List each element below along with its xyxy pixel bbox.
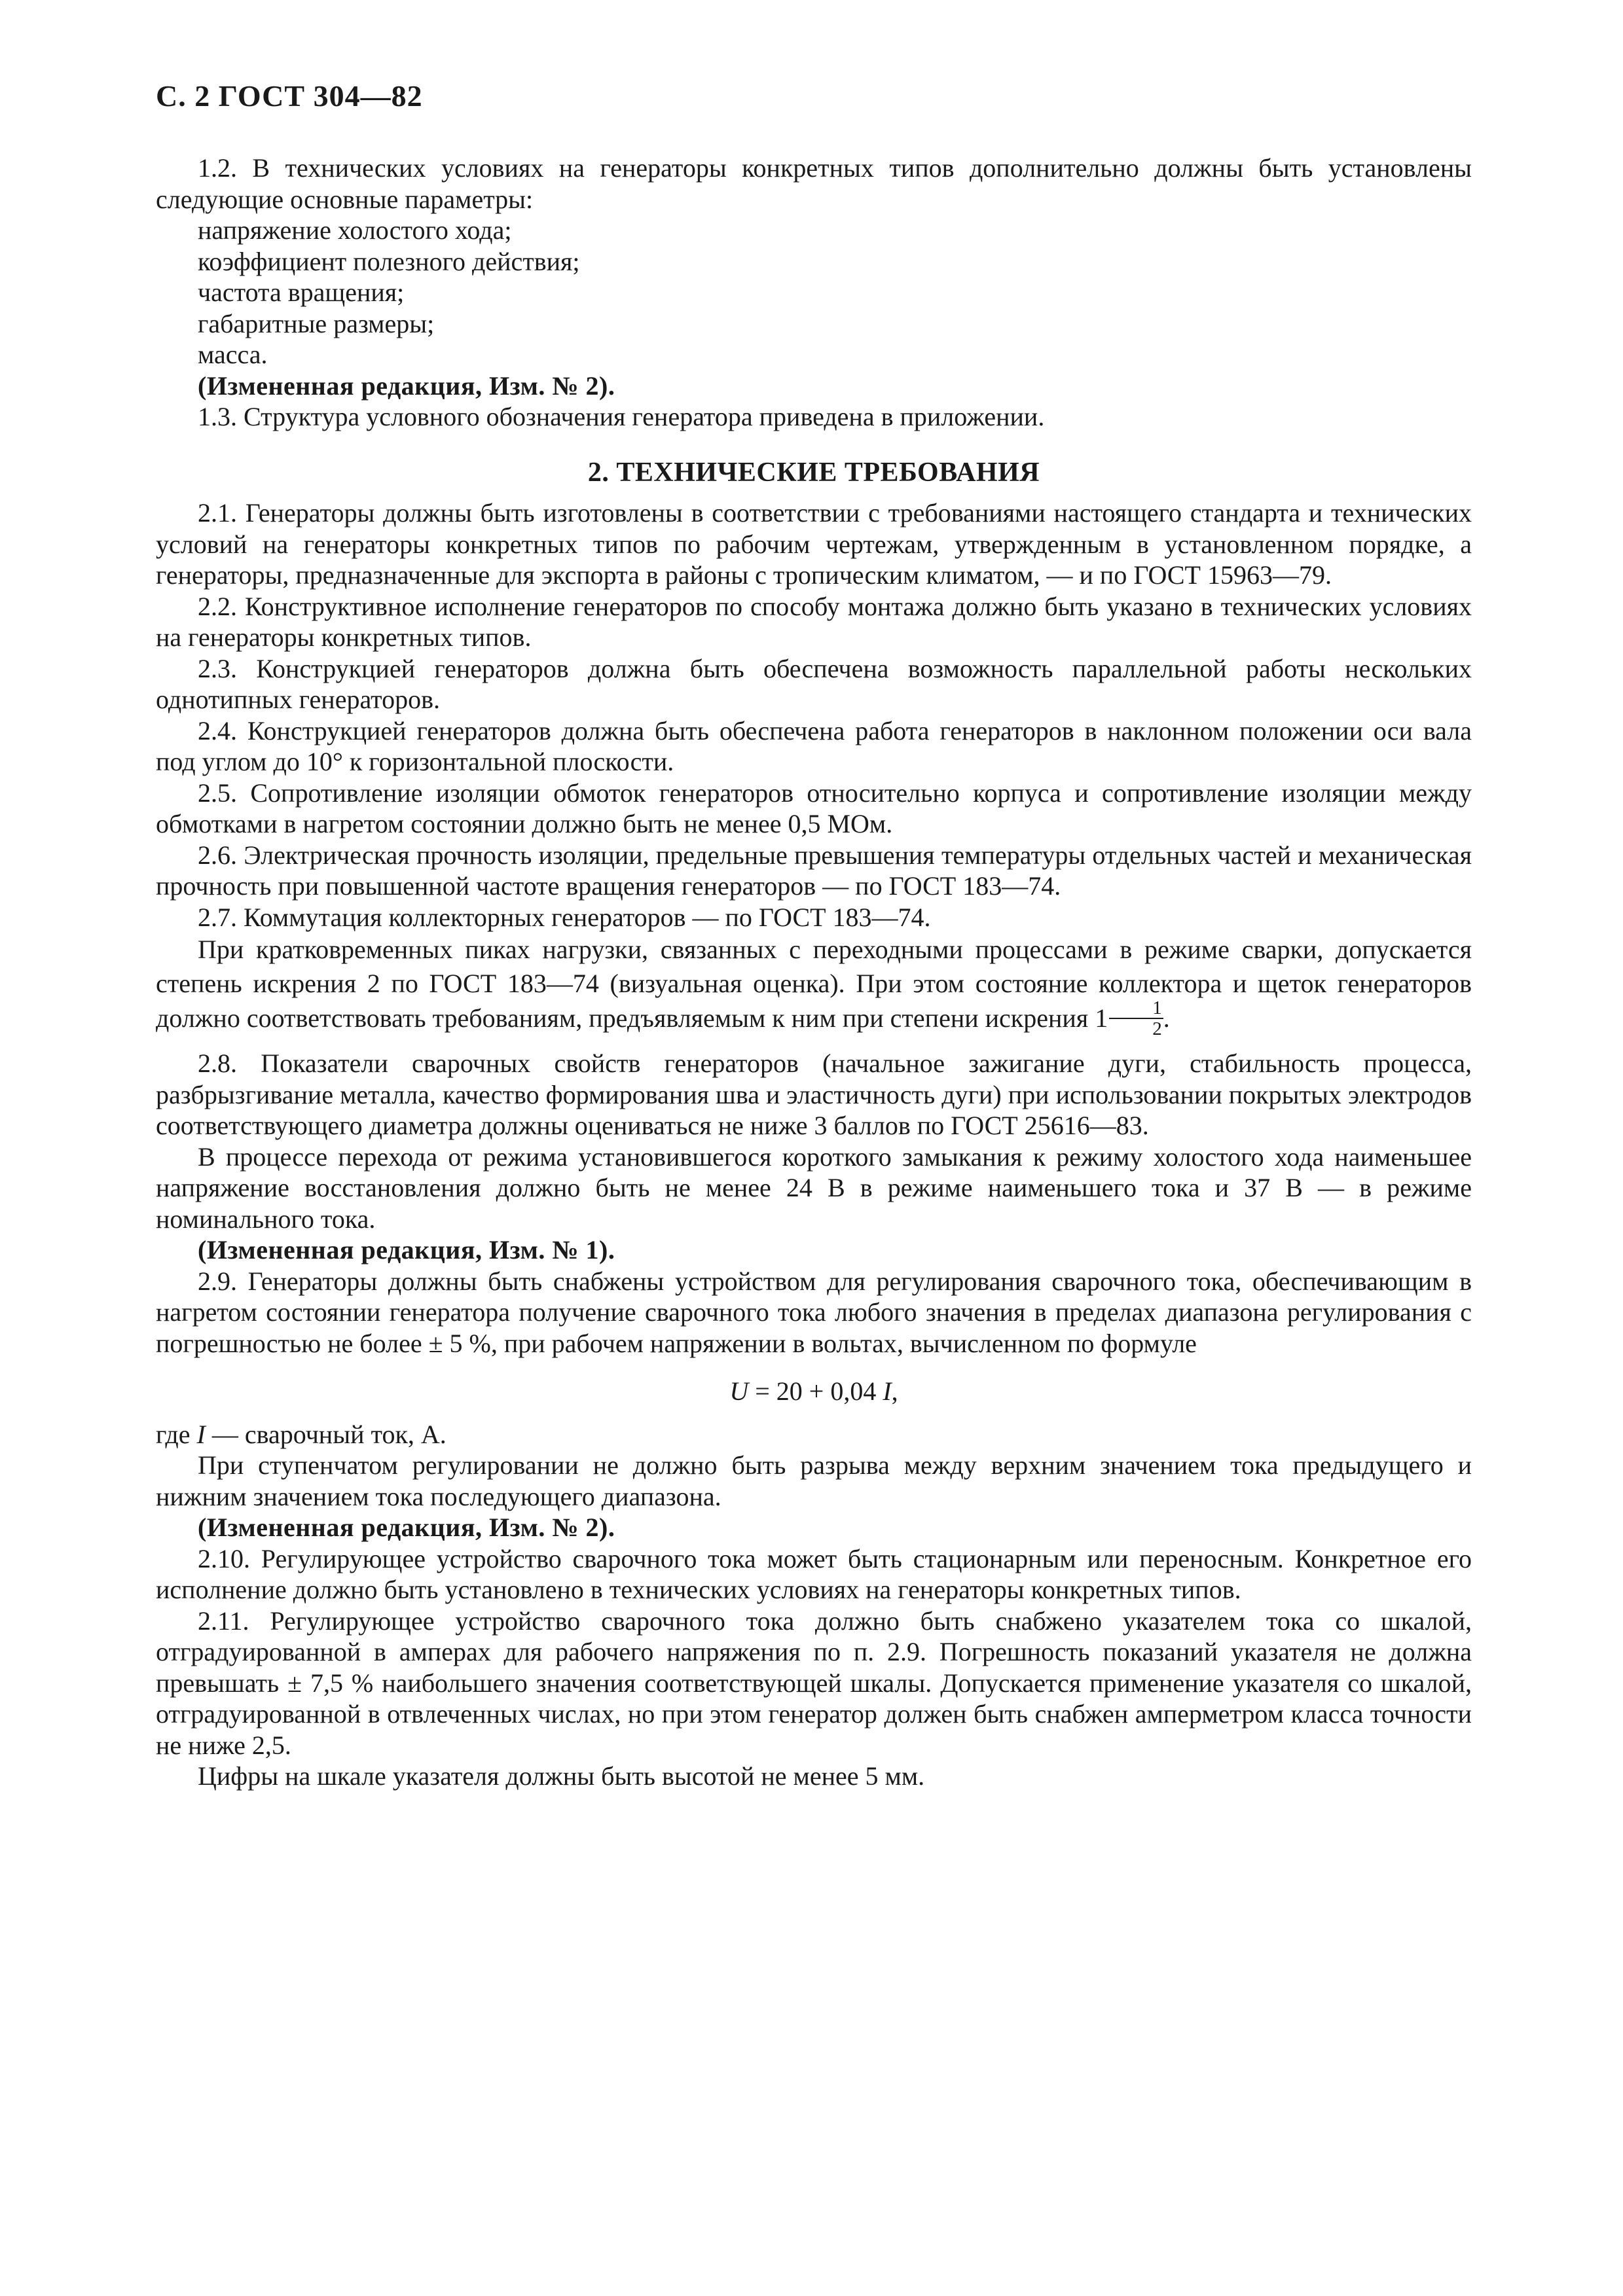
formula-u: U (729, 1376, 749, 1406)
paragraph-2-7: 2.7. Коммутация коллекторных генераторов — по ГОСТ 183—74. (198, 902, 931, 932)
fraction-denominator: 2 (1152, 1018, 1162, 1039)
paragraph-2-8: 2.8. Показатели сварочных свойств генераторов (начальное зажигание дуги, стабильность процесса, разбрызгивание металла, качество формирования шва и эластичность дуги) при использовании покрытых электродов соответствующего диаметра должны оцениваться не ниже 3 баллов по ГОСТ 25616—83. (156, 1049, 1472, 1140)
paragraph-2-10: 2.10. Регулирующее устройство сварочного тока может быть стационарным или переносным. Конкретное его исполнение должно быть установлено в технических условиях на генераторы конкретных типов. (156, 1543, 1472, 1604)
param-item: коэффициент полезного действия; (198, 246, 580, 276)
formula-middle: = 20 + 0,04 (748, 1376, 883, 1406)
where-text: — сварочный ток, А. (205, 1419, 447, 1449)
paragraph-1-2: 1.2. В технических условиях на генераторы конкретных типов дополнительно должны быть установлены следующие основные параметры: (156, 153, 1472, 214)
paragraph-2-1: 2.1. Генераторы должны быть изготовлены в соответствии с требованиями настоящего стандарта и технических условий на генераторы конкретных типов по рабочим чертежам, утвержденным в установленном порядке, а генераторы, предназначенные для экспорта в районы с тропическим климатом, — и по ГОСТ 15963—79. (156, 498, 1472, 590)
paragraph-1-3: 1.3. Структура условного обозначения генератора приведена в приложении. (198, 402, 1045, 431)
revision-note: (Измененная редакция, Изм. № 2). (198, 370, 615, 401)
document-body (156, 152, 1472, 1792)
fraction-period: . (1163, 1003, 1170, 1033)
paragraph-2-9-note: При ступенчатом регулировании не должно быть разрыва между верхним значением тока предыдущего и нижним значением тока последующего диапазона. (156, 1450, 1472, 1511)
fraction-numerator: 1 (1109, 998, 1163, 1019)
revision-note: (Измененная редакция, Изм. № 1). (198, 1235, 615, 1265)
paragraph-2-11: 2.11. Регулирующее устройство сварочного тока должно быть снабжено указателем тока со шкалой, отградуированной в амперах для рабочего напряжения по п. 2.9. Погрешность показаний указателя не должна превышать ± 7,5 % наибольшего значения соответствующей шкалы. Допускается применение указателя со шкалой, отградуированной в отвлеченных числах, но при этом генератор должен быть снабжен амперметром класса точности не ниже 2,5. (156, 1605, 1472, 1760)
page-header: С. 2 ГОСТ 304—82 (156, 79, 423, 113)
formula-i: I (883, 1376, 892, 1406)
section-title: 2. ТЕХНИЧЕСКИЕ ТРЕБОВАНИЯ (587, 457, 1040, 488)
param-item: масса. (198, 340, 268, 369)
paragraph-2-7-note (156, 933, 1472, 1041)
param-item: напряжение холостого хода; (198, 215, 512, 245)
where-prefix: где (156, 1419, 197, 1449)
formula-explanation (156, 1419, 1472, 1450)
paragraph-2-5: 2.5. Сопротивление изоляции обмоток генераторов относительно корпуса и сопротивление изоляции между обмотками в нагретом состоянии должно быть не менее 0,5 МОм. (156, 778, 1472, 838)
fraction-one-half (1109, 998, 1163, 1039)
formula-end: , (891, 1376, 898, 1406)
document-page (156, 79, 1472, 1792)
param-item: частота вращения; (198, 278, 405, 307)
paragraph-2-4: 2.4. Конструкцией генераторов должна быть обеспечена работа генераторов в наклонном положении оси вала под углом до 10° к горизонтальной плоскости. (156, 715, 1472, 776)
paragraph-2-9: 2.9. Генераторы должны быть снабжены устройством для регулирования сварочного тока, обеспечивающим в нагретом состоянии генератора получение сварочного тока любого значения в пределах диапазона регулирования с погрешностью не более ± 5 %, при рабочем напряжении в вольтах, вычисленном по формуле (156, 1266, 1472, 1358)
paragraph-2-2: 2.2. Конструктивное исполнение генераторов по способу монтажа должно быть указано в технических условиях на генераторы конкретных типов. (156, 591, 1472, 652)
formula (156, 1376, 1472, 1407)
paragraph-2-6: 2.6. Электрическая прочность изоляции, предельные превышения температуры отдельных частей и механическая прочность при повышенной частоте вращения генераторов — по ГОСТ 183—74. (156, 840, 1472, 901)
where-i: I (196, 1419, 206, 1449)
param-item: габаритные размеры; (198, 308, 435, 338)
paragraph-2-11-note: Цифры на шкале указателя должны быть высотой не менее 5 мм. (198, 1761, 925, 1791)
paragraph-2-7-note-text: При кратковременных пиках нагрузки, связанных с переходными процессами в режиме сварки, допускается степень искрения 2 по ГОСТ 183—74 (визуальная оценка). При этом состояние коллектора и щеток генераторов должно соответствовать требованиям, предъявляемым к ним при степени искрения 1 (156, 935, 1472, 1033)
paragraph-2-8-note: В процессе перехода от режима установившегося короткого замыкания к режиму холостого хода наименьшее напряжение восстановления должно быть не менее 24 В в режиме наименьшего тока и 37 В — в режиме номинального тока. (156, 1141, 1472, 1234)
revision-note: (Измененная редакция, Изм. № 2). (198, 1513, 615, 1542)
paragraph-2-3: 2.3. Конструкцией генераторов должна быть обеспечена возможность параллельной работы нескольких однотипных генераторов. (156, 653, 1472, 714)
